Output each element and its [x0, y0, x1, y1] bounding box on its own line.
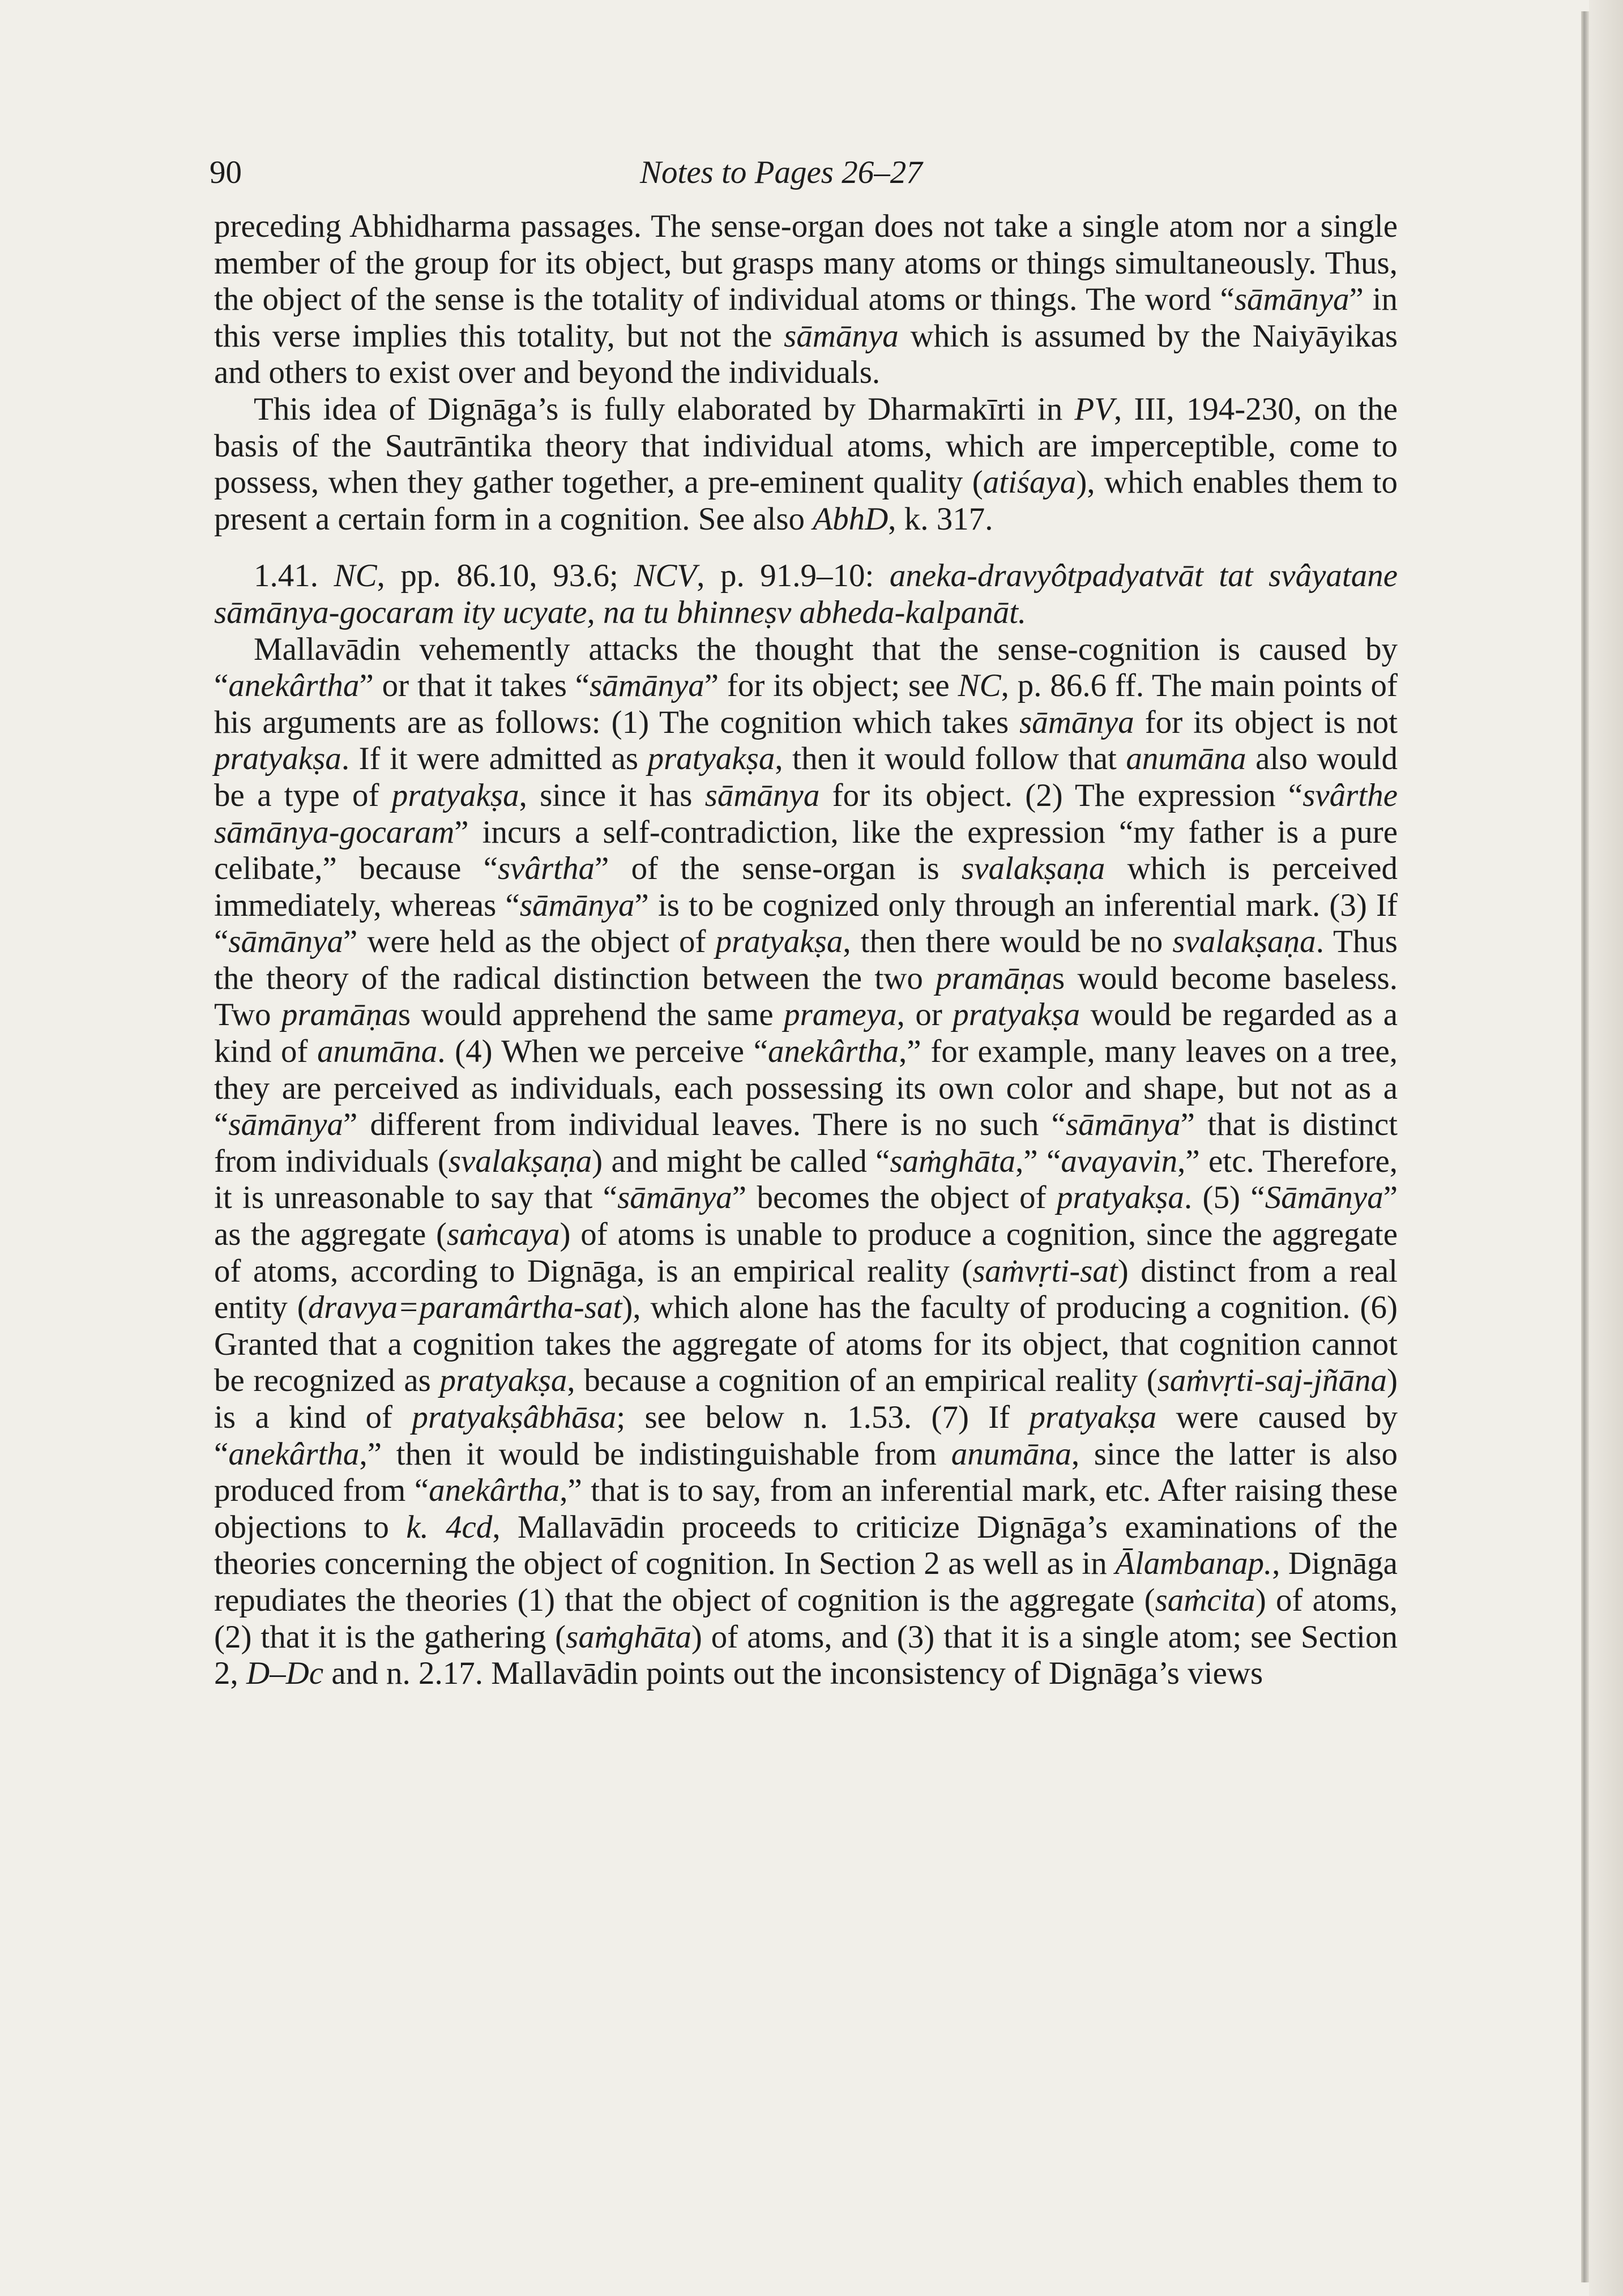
page-number: 90: [210, 155, 242, 190]
body-text: [214, 208, 1398, 1692]
paragraph-4: Mallavādin vehemently attacks the thought that the sense-cognition is caused by “anekârtha” or that it takes “sāmānya” for its object; see NC, p. 86.6 ff. The main points of his arguments are as follows: (1) The cognition which takes sāmānya for its object is not pratyakṣa. If it were admitted as pratyakṣa, then it would follow that anumāna also would be a type of pratyakṣa, since it has sāmānya for its object. (2) The expression “svârthe sāmānya-gocaram” incurs a self-contradiction, like the expression “my father is a pure celibate,” because “svârtha” of the sense-organ is svalakṣaṇa which is perceived immediately, whereas “sāmānya” is to be cognized only through an inferential mark. (3) If “sāmānya” were held as the object of pratyakṣa, then there would be no svalakṣaṇa. Thus the theory of the radical distinction between the two pramāṇas would become baseless. Two pramāṇas would apprehend the same prameya, or pratyakṣa would be regarded as a kind of anumāna. (4) When we perceive “anekârtha,” for example, many leaves on a tree, they are perceived as individuals, each possessing its own color and shape, but not as a “sāmānya” different from individual leaves. There is no such “sāmānya” that is distinct from individuals (svalakṣaṇa) and might be called “saṁghāta,” “avayavin,” etc. Therefore, it is unreasonable to say that “sāmānya” becomes the object of pratyakṣa. (5) “Sāmānya” as the aggregate (saṁcaya) of atoms is unable to produce a cognition, since the aggregate of atoms, according to Dignāga, is an empirical reality (saṁvṛti-sat) distinct from a real entity (dravya=paramârtha-sat), which alone has the faculty of producing a cognition. (6) Granted that a cognition takes the aggregate of atoms for its object, that cognition cannot be recognized as pratyakṣa, because a cognition of an empirical reality (saṁvṛti-saj-jñāna) is a kind of pratyakṣâbhāsa; see below n. 1.53. (7) If pratyakṣa were caused by “anekârtha,” then it would be indistinguishable from anumāna, since the latter is also produced from “anekârtha,” that is to say, from an inferential mark, etc. After raising these objections to k. 4cd, Mallavādin proceeds to criticize Dignāga’s examinations of the theories concerning the object of cognition. In Section 2 as well as in Ālambanap., Dignāga repudiates the theories (1) that the object of cognition is the aggregate (saṁcita) of atoms, (2) that it is the gathering (saṁghāta) of atoms, and (3) that it is a single atom; see Section 2, D–Dc and n. 2.17. Mallavādin points out the inconsistency of Dignāga’s views: [214, 631, 1398, 1692]
paragraph-1: preceding Abhidharma passages. The sense-organ does not take a single atom nor a single member of the group for its object, but grasps many atoms or things simultaneously. Thus, the object of the sense is the totality of individual atoms or things. The word “sāmānya” in this verse implies this totality, but not the sāmānya which is assumed by the Naiyāyikas and others to exist over and beyond the individuals.: [214, 208, 1398, 391]
running-head: Notes to Pages 26–27: [640, 155, 922, 190]
page-edge-shadow: [1589, 0, 1623, 2296]
paragraph-2: This idea of Dignāga’s is fully elaborated by Dharmakīrti in PV, III, 194-230, on the basis of the Sautrāntika theory that individual atoms, which are imperceptible, come to possess, when they gather together, a pre-eminent quality (atiśaya), which enables them to present a certain form in a cognition. See also AbhD, k. 317.: [214, 391, 1398, 537]
paragraph-3: 1.41. NC, pp. 86.10, 93.6; NCV, p. 91.9–10: aneka-dravyôtpadyatvāt tat svâyatane sāmānya-gocaram ity ucyate, na tu bhinneṣv abheda-kalpanāt.: [214, 558, 1398, 630]
book-binding-edge: [1581, 11, 1589, 2282]
page-header: [210, 150, 1404, 195]
